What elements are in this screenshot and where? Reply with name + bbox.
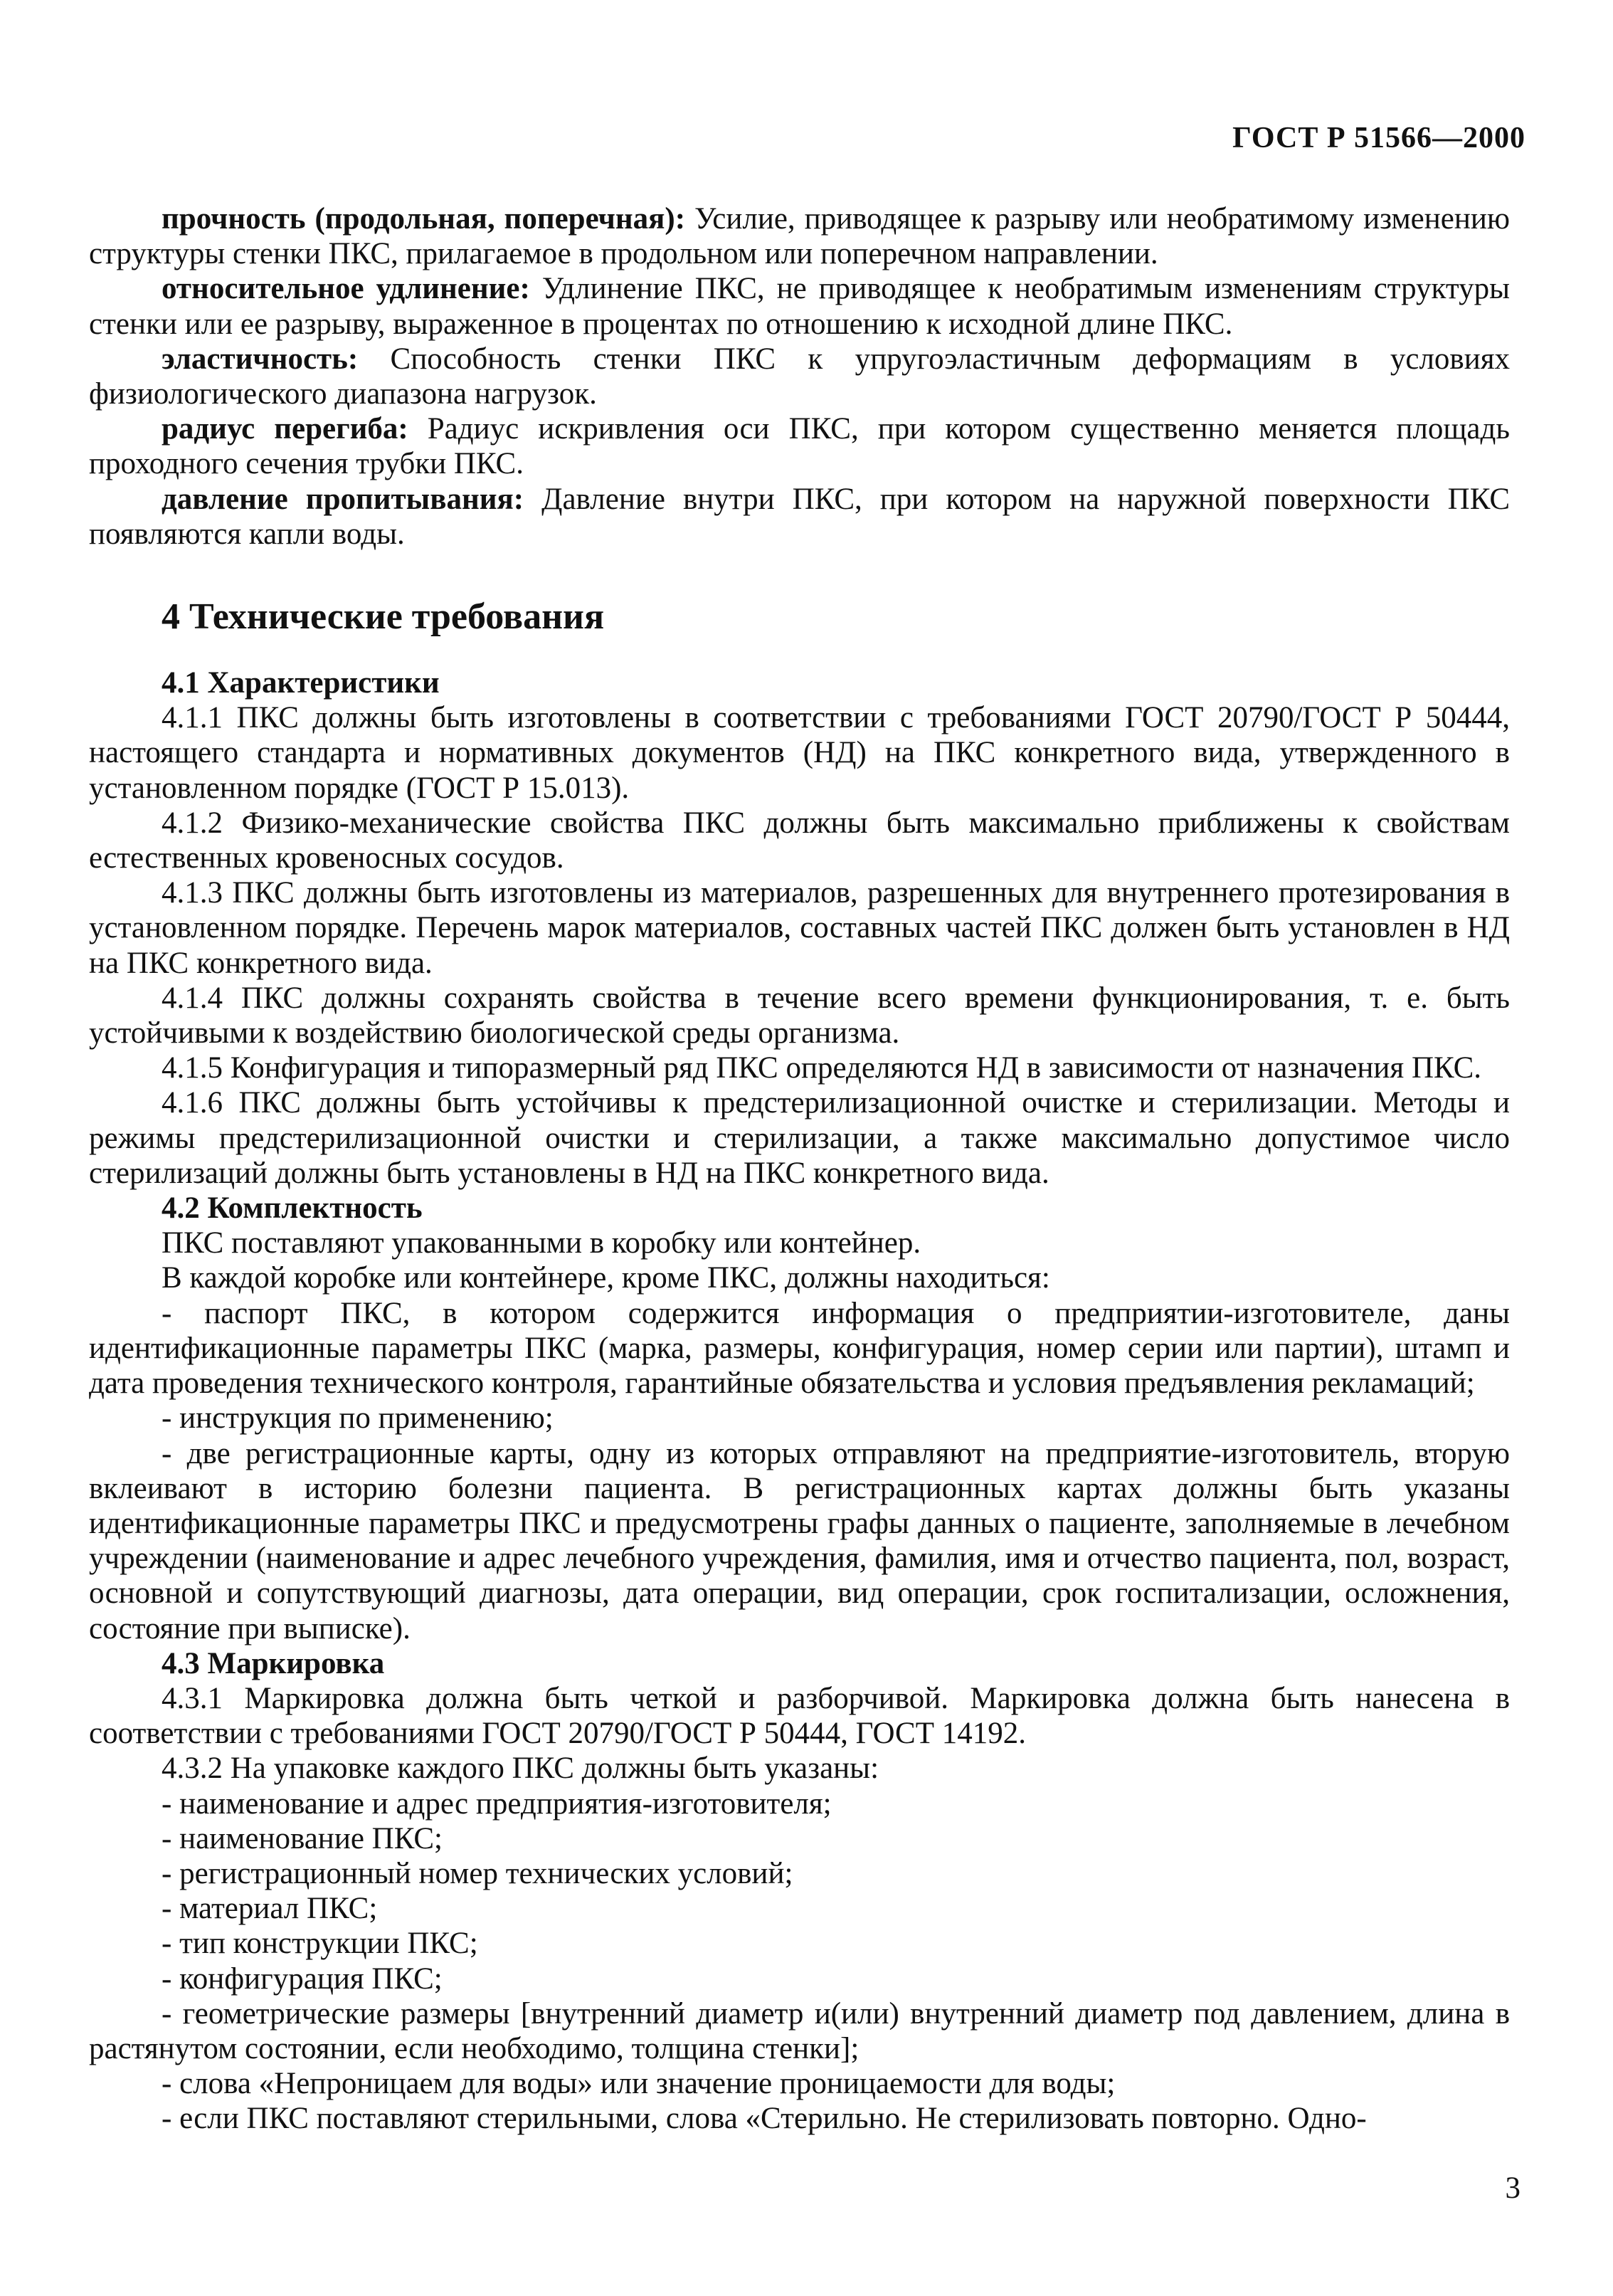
definition-bend-radius [89, 411, 1510, 481]
list-item: - наименование и адрес предприятия-изготовителя; [162, 1786, 832, 1821]
paragraph-4-1-3: 4.1.3 ПКС должны быть изготовлены из материалов, разрешенных для внутреннего протезирования в установленном порядке. Перечень марок материалов, составных частей ПКС должен быть установлен в НД на ПКС конкретного вида. [89, 876, 1510, 980]
list-item: - если ПКС поставляют стерильными, слова «Стерильно. Не стерилизовать повторно. Одно- [162, 2102, 1367, 2136]
list-item: - инструкция по применению; [162, 1401, 554, 1436]
list-item: - конфигурация ПКС; [162, 1961, 443, 1996]
paragraph-4-1-1: 4.1.1 ПКС должны быть изготовлены в соответствии с требованиями ГОСТ 20790/ГОСТ Р 50444, настоящего стандарта и нормативных документов (НД) на ПКС конкретного вида, утвержденного в установленном порядке (ГОСТ Р 15.013). [89, 701, 1510, 805]
subsection-heading: 4.3 Маркировка [162, 1646, 385, 1680]
paragraph-4-1-2: 4.1.2 Физико-механические свойства ПКС должны быть максимально приближены к свойствам естественных кровеносных сосудов. [89, 806, 1510, 875]
definition-text: Способность стенки ПКС к упругоэластичным деформациям в условиях физиологического диапазона нагрузок. [89, 342, 1510, 411]
definition-impregnation-pressure [89, 482, 1510, 552]
definition-text: Удлинение ПКС, не приводящее к необратимым изменениям структуры стенки или ее разрыву, выраженное в процентах по отношению к исходной длине ПКС. [89, 272, 1510, 341]
list-item: - геометрические размеры [внутренний диаметр и(или) внутренний диаметр под давлением, длина в растянутом состоянии, если необходимо, толщина стенки]; [89, 1996, 1510, 2065]
definition-strength [89, 201, 1510, 271]
definition-text: Радиус искривления оси ПКС, при котором существенно меняется площадь проходного сечения трубки ПКС. [89, 412, 1511, 481]
page-body [89, 201, 1510, 2137]
spacer [89, 638, 1510, 665]
paragraph-4-1-6: 4.1.6 ПКС должны быть устойчивы к предстерилизационной очистке и стерилизации. Методы и режимы предстерилизационной очистки и стерилизации, а также максимально допустимое число стерилизаций должны быть установлены в НД на ПКС конкретного вида. [89, 1086, 1510, 1190]
paragraph-4-1-5: 4.1.5 Конфигурация и типоразмерный ряд ПКС определяются НД в зависимости от назначения ПКС. [162, 1051, 1482, 1085]
list-item: - регистрационный номер технических условий; [162, 1856, 793, 1890]
term: радиус перегиба: [162, 412, 408, 446]
definition-text: Давление внутри ПКС, при котором на наружной поверхности ПКС появляются капли воды. [89, 482, 1510, 551]
paragraph: ПКС поставляют упакованными в коробку или контейнер. [162, 1226, 921, 1260]
subsection-heading: 4.1 Характеристики [162, 666, 440, 700]
list-item: - наименование ПКС; [162, 1821, 443, 1855]
definition-elasticity [89, 342, 1510, 411]
term: эластичность: [162, 342, 359, 376]
list-item: - слова «Непроницаем для воды» или значение проницаемости для воды; [162, 2067, 1116, 2101]
paragraph-4-3-2: 4.3.2 На упаковке каждого ПКС должны быть указаны: [162, 1752, 879, 1786]
paragraph: В каждой коробке или контейнере, кроме ПКС, должны находиться: [162, 1261, 1050, 1295]
page-number: 3 [1505, 2171, 1521, 2205]
list-item: - паспорт ПКС, в котором содержится информация о предприятии-изготовителе, даны идентификационные параметры ПКС (марка, размеры, конфигурация, номер серии или партии), штамп и дата проведения технического контроля, гарантийные обязательства и условия предъявления рекламаций; [89, 1296, 1510, 1401]
term: относительное удлинение: [162, 272, 530, 306]
definition-text: Усилие, приводящее к разрыву или необратимому изменению структуры стенки ПКС, прилагаемое в продольном или поперечном направлении. [89, 202, 1510, 271]
list-item: - материал ПКС; [162, 1892, 378, 1926]
definition-elongation [89, 271, 1510, 341]
subsection-heading: 4.2 Комплектность [162, 1191, 423, 1226]
list-item: - тип конструкции ПКС; [162, 1927, 478, 1961]
list-item: - две регистрационные карты, одну из которых отправляют на предприятие-изготовитель, вторую вклеивают в историю болезни пациента. В регистрационных картах должны быть указаны идентификационные параметры ПКС и предусмотрены графы данных о пациенте, заполняемые в лечебном учреждении (наименование и адрес лечебного учреждения, фамилия, имя и отчество пациента, пол, возраст, основной и сопутствующий диагнозы, дата операции, вид операции, срок госпитализации, осложнения, состояние при выписке). [89, 1436, 1510, 1645]
paragraph-4-3-1: 4.3.1 Маркировка должна быть четкой и разборчивой. Маркировка должна быть нанесена в соответствии с требованиями ГОСТ 20790/ГОСТ Р 50444, ГОСТ 14192. [89, 1681, 1510, 1751]
section-heading: 4 Технические требования [162, 596, 605, 638]
paragraph-4-1-4: 4.1.4 ПКС должны сохранять свойства в течение всего времени функционирования, т. е. быть устойчивыми к воздействию биологической среды организма. [89, 981, 1510, 1050]
term: прочность (продольная, поперечная): [162, 202, 686, 236]
standard-number: ГОСТ Р 51566—2000 [1232, 122, 1525, 154]
term: давление пропитывания: [162, 482, 524, 516]
